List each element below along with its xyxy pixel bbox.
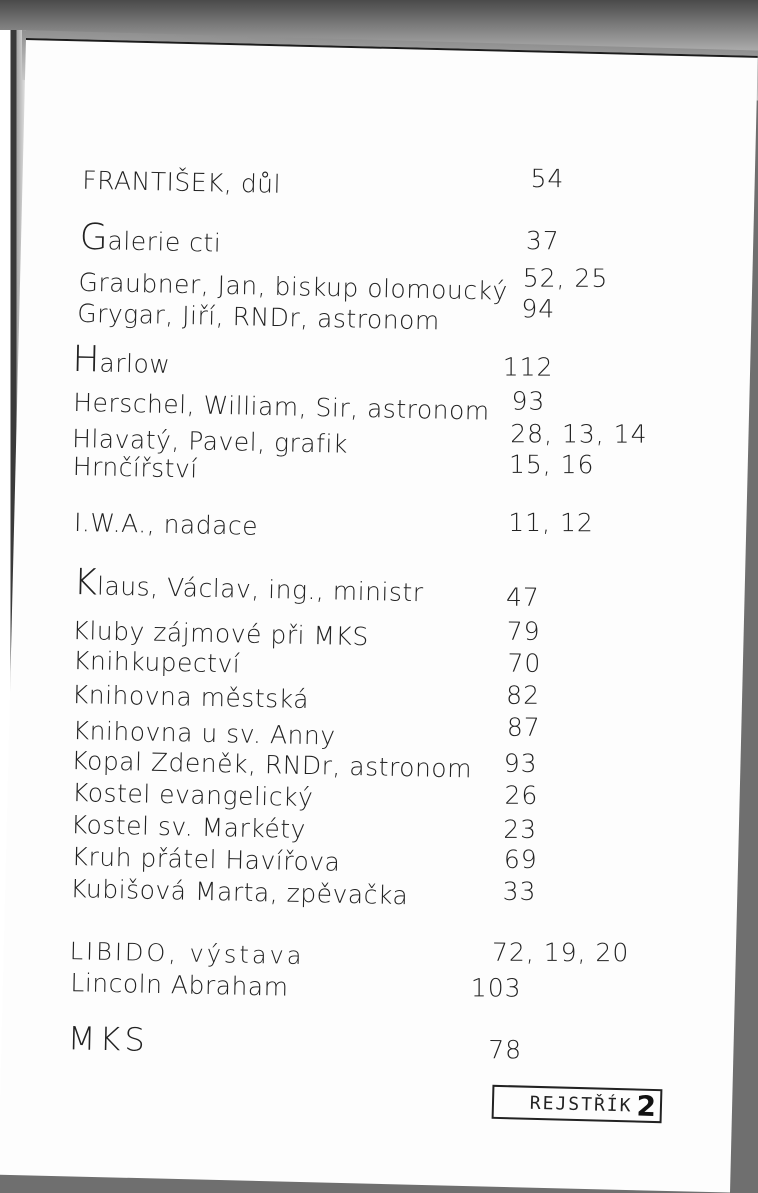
index-entry-pages: 33 [502, 876, 537, 906]
stamp-number: 2 [636, 1089, 657, 1123]
index-entry-name: Harlow [72, 338, 171, 381]
index-entry-pages: 23 [503, 814, 538, 844]
index-entry-pages: 72, 19, 20 [491, 937, 630, 968]
index-entry-pages: 93 [511, 386, 546, 416]
index-entry-pages: 70 [507, 648, 542, 678]
index-entry-name: Kostel evangelický [71, 778, 314, 813]
index-entry-name: Kopal Zdeněk, RNDr, astronom [71, 746, 473, 784]
index-entry-name: Kostel sv. Markéty [70, 810, 307, 844]
index-entry-name: LIBIDO, výstava [69, 937, 305, 971]
index-entry-name: Herschel, William, Sir, astronom [73, 387, 490, 426]
index-entry-name: Kluby zájmové při MKS [72, 615, 370, 652]
index-entry-pages: 78 [488, 1035, 523, 1065]
index-entry-pages: 28, 13, 14 [510, 419, 648, 449]
index-entry-name: FRANTIŠEK, důl [81, 165, 282, 199]
index-entry-name: Lincoln Abraham [70, 968, 289, 1002]
index-entry-name: Kubišová Marta, zpěvačka [70, 874, 409, 911]
index-entry-name: Klaus, Václav, ing., ministr [73, 561, 424, 608]
index-entry-pages: 87 [506, 712, 541, 742]
index-entry-name: Knihovna městská [71, 680, 310, 714]
index-entry-name: MKS [67, 1019, 150, 1059]
index-entry-pages: 82 [506, 680, 541, 710]
index-entry-name: Hlavatý, Pavel, grafik [71, 423, 349, 459]
index-entry-pages: 11, 12 [508, 507, 594, 538]
index-entry-name: Grygar, Jiří, RNDr, astronom [76, 298, 441, 336]
index-entry-name: Knihkupectví [72, 645, 241, 679]
index-entry-pages: 103 [470, 973, 522, 1003]
index-entry-pages: 94 [521, 294, 556, 324]
index-entry-name: I.W.A., nadace [73, 507, 259, 541]
index-entry-pages: 26 [504, 780, 539, 810]
index-entry-pages: 93 [503, 748, 538, 778]
index-entry-pages: 112 [502, 352, 554, 382]
index-entry-pages: 69 [503, 844, 538, 874]
stamp-label: REJSTŘÍK [529, 1092, 633, 1116]
index-entry-pages: 54 [530, 164, 565, 194]
index-entry-name: Kruh přátel Havířova [71, 842, 341, 877]
rejstrik-stamp [492, 1085, 663, 1123]
index-entry-pages: 52, 25 [522, 263, 609, 293]
index-entry-name: Galerie cti [79, 216, 222, 259]
index-entry-name: Graubner, Jan, biskup olomoucký [78, 267, 509, 306]
index-entry-name: Knihovna u sv. Anny [72, 716, 336, 751]
index-entry-pages: 79 [506, 616, 541, 646]
index-entry-pages: 47 [505, 582, 540, 612]
index-entry-pages: 15, 16 [508, 449, 595, 480]
index-entry-name: Hrnčířství [72, 451, 199, 484]
index-entry-pages: 37 [525, 226, 560, 256]
